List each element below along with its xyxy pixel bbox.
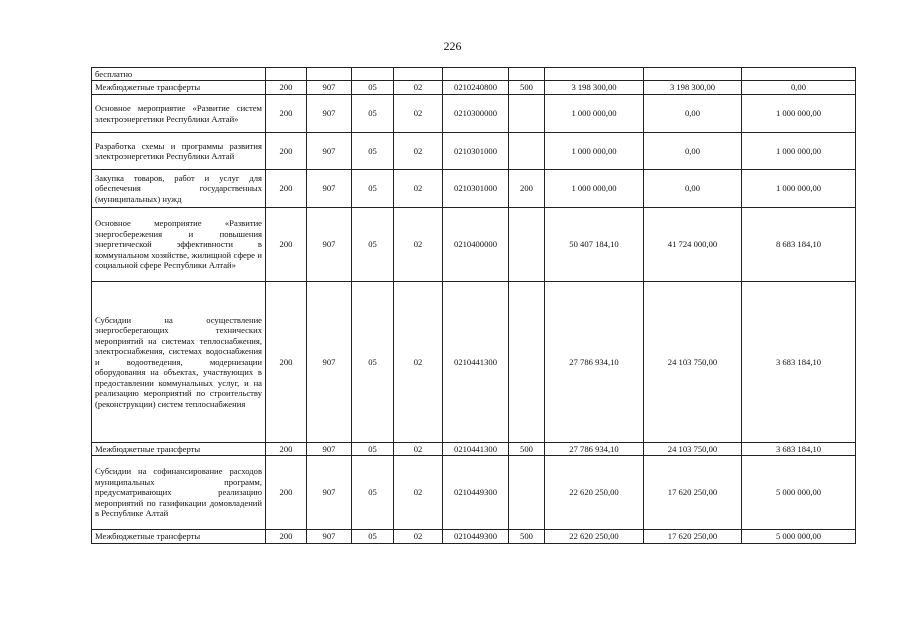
cell-code-2: 907 (307, 456, 352, 530)
row-name: Межбюджетные трансферты (92, 81, 266, 95)
cell-amount-2: 41 724 000,00 (644, 208, 742, 282)
table-row (92, 68, 856, 81)
table-row (92, 530, 856, 544)
table-row (92, 95, 856, 133)
cell-code-1: 200 (266, 530, 307, 544)
cell-amount-3: 1 000 000,00 (742, 133, 856, 170)
cell-code-2: 907 (307, 95, 352, 133)
cell-code-5: 0210449300 (443, 530, 509, 544)
cell-code-5: 0210449300 (443, 456, 509, 530)
cell-code-3: 05 (352, 456, 394, 530)
row-name: Основное мероприятие «Развитие систем электроэнергетики Республики Алтай» (92, 95, 266, 133)
cell-code-5: 0210300000 (443, 95, 509, 133)
cell-code-1 (266, 68, 307, 81)
cell-code-2: 907 (307, 282, 352, 443)
cell-amount-3: 1 000 000,00 (742, 170, 856, 208)
cell-code-1: 200 (266, 170, 307, 208)
cell-amount-2: 0,00 (644, 133, 742, 170)
cell-amount-1: 1 000 000,00 (545, 95, 644, 133)
table-row (92, 282, 856, 443)
table-row (92, 81, 856, 95)
row-name: Межбюджетные трансферты (92, 530, 266, 544)
cell-code-4: 02 (394, 133, 443, 170)
cell-code-6 (509, 208, 545, 282)
cell-amount-2: 24 103 750,00 (644, 282, 742, 443)
cell-amount-1 (545, 68, 644, 81)
cell-amount-2: 0,00 (644, 95, 742, 133)
cell-code-6: 200 (509, 170, 545, 208)
cell-code-6 (509, 456, 545, 530)
cell-code-5: 0210441300 (443, 282, 509, 443)
cell-code-3: 05 (352, 282, 394, 443)
cell-code-2: 907 (307, 170, 352, 208)
cell-amount-3: 3 683 184,10 (742, 443, 856, 456)
cell-amount-1: 27 786 934,10 (545, 282, 644, 443)
row-name: Межбюджетные трансферты (92, 443, 266, 456)
cell-amount-3: 3 683 184,10 (742, 282, 856, 443)
cell-amount-1: 1 000 000,00 (545, 133, 644, 170)
cell-amount-3 (742, 68, 856, 81)
row-name: Разработка схемы и программы развития электроэнергетики Республики Алтай (92, 133, 266, 170)
cell-code-3: 05 (352, 443, 394, 456)
cell-code-5: 0210240800 (443, 81, 509, 95)
cell-code-4: 02 (394, 530, 443, 544)
table-row (92, 443, 856, 456)
cell-code-3 (352, 68, 394, 81)
cell-amount-3: 1 000 000,00 (742, 95, 856, 133)
row-name: Основное мероприятие «Развитие энергосбережения и повышения энергетической эффективности в коммунальном хозяйстве, жилищной сфере и социальной сфере Республики Алтай» (92, 208, 266, 282)
cell-code-2: 907 (307, 208, 352, 282)
cell-code-5 (443, 68, 509, 81)
cell-code-4: 02 (394, 81, 443, 95)
cell-code-3: 05 (352, 95, 394, 133)
cell-code-6 (509, 95, 545, 133)
cell-code-4: 02 (394, 170, 443, 208)
cell-amount-1: 22 620 250,00 (545, 530, 644, 544)
cell-code-1: 200 (266, 282, 307, 443)
cell-code-5: 0210400000 (443, 208, 509, 282)
row-name: Субсидии на осуществление энергосберегающих технических мероприятий на системах теплоснабжения, электроснабжения, системах водоснабжения и водоотведения, модернизации оборудования на объектах, участвующих в предоставлении коммунальных услуг, и на реализацию мероприятий по строительству (реконструкции) систем теплоснабжения (92, 282, 266, 443)
cell-amount-2: 3 198 300,00 (644, 81, 742, 95)
cell-code-2: 907 (307, 530, 352, 544)
cell-amount-2: 0,00 (644, 170, 742, 208)
cell-amount-3: 5 000 000,00 (742, 456, 856, 530)
cell-code-4: 02 (394, 456, 443, 530)
cell-code-6 (509, 133, 545, 170)
cell-amount-2 (644, 68, 742, 81)
cell-amount-2: 24 103 750,00 (644, 443, 742, 456)
cell-code-3: 05 (352, 133, 394, 170)
cell-amount-3: 0,00 (742, 81, 856, 95)
cell-amount-3: 8 683 184,10 (742, 208, 856, 282)
cell-code-3: 05 (352, 81, 394, 95)
row-name: бесплатно (92, 68, 266, 81)
cell-code-4: 02 (394, 208, 443, 282)
row-name: Субсидии на софинансирование расходов муниципальных программ, предусматривающих реализацию мероприятий по газификации домовладений в Республике Алтай (92, 456, 266, 530)
cell-code-1: 200 (266, 443, 307, 456)
table-row (92, 456, 856, 530)
cell-amount-1: 27 786 934,10 (545, 443, 644, 456)
cell-code-6: 500 (509, 81, 545, 95)
cell-code-6: 500 (509, 530, 545, 544)
cell-amount-2: 17 620 250,00 (644, 530, 742, 544)
cell-amount-3: 5 000 000,00 (742, 530, 856, 544)
cell-code-1: 200 (266, 208, 307, 282)
cell-code-6: 500 (509, 443, 545, 456)
cell-code-6 (509, 282, 545, 443)
cell-code-5: 0210301000 (443, 170, 509, 208)
cell-code-4 (394, 68, 443, 81)
table-row (92, 170, 856, 208)
cell-amount-2: 17 620 250,00 (644, 456, 742, 530)
cell-code-5: 0210441300 (443, 443, 509, 456)
cell-code-1: 200 (266, 95, 307, 133)
cell-amount-1: 50 407 184,10 (545, 208, 644, 282)
cell-code-3: 05 (352, 208, 394, 282)
cell-code-3: 05 (352, 530, 394, 544)
cell-code-2 (307, 68, 352, 81)
cell-code-1: 200 (266, 456, 307, 530)
row-name: Закупка товаров, работ и услуг для обеспечения государственных (муниципальных) нужд (92, 170, 266, 208)
cell-code-2: 907 (307, 443, 352, 456)
cell-code-1: 200 (266, 81, 307, 95)
page-number: 226 (443, 39, 462, 53)
cell-code-4: 02 (394, 443, 443, 456)
cell-code-2: 907 (307, 133, 352, 170)
cell-amount-1: 3 198 300,00 (545, 81, 644, 95)
cell-amount-1: 1 000 000,00 (545, 170, 644, 208)
cell-code-1: 200 (266, 133, 307, 170)
cell-code-6 (509, 68, 545, 81)
cell-amount-1: 22 620 250,00 (545, 456, 644, 530)
cell-code-5: 0210301000 (443, 133, 509, 170)
cell-code-3: 05 (352, 170, 394, 208)
cell-code-2: 907 (307, 81, 352, 95)
table-row (92, 208, 856, 282)
cell-code-4: 02 (394, 282, 443, 443)
table-row (92, 133, 856, 170)
cell-code-4: 02 (394, 95, 443, 133)
budget-table (91, 67, 856, 544)
